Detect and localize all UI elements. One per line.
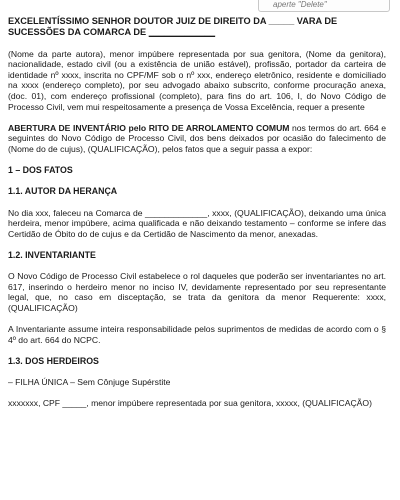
opening-request-paragraph bbox=[8, 123, 386, 155]
delete-hint-tooltip: aperte "Delete" bbox=[258, 0, 390, 12]
administrator-paragraph: O Novo Código de Processo Civil estabelece o rol daqueles que poderão ser inventariantes no art. 617, inserindo o herdeiro menor no inciso IV, devidamente representado por seu representante legal, que, no caso em disceptação, se trata da genitora da menor Requerente: xxxx, (QUALIFICAÇÃO) bbox=[8, 271, 386, 313]
party-qualification-paragraph: (Nome da parte autora), menor impúbere representada por sua genitora, (Nome da genitora), nacionalidade, estado civil (ou a existência de união estável), profissão, portador da carteira de identidade nº xxxx, inscrita no CPF/MF sob o nº xxx, endereço eletrônico, residente e domiciliado na xxxx (endereço completo), por seu advogado abaixo subscrito, conforme procuração anexa, (doc. 01), com endereço profissional (completo), para fins do art. 106, I, do Novo Código de Processo Civil, vem mui respeitosamente a presença de Vossa Excelência, requer a presente bbox=[8, 48, 386, 112]
court-address-heading bbox=[8, 16, 386, 38]
opening-request-text: nos termos do art. 664 e seguintes do Novo Código de Processo Civil, dos bens deixados por ocasião do falecimento de (Nome do de cujus), (QUALIFICAÇÃO), pelos fatos que a seguir passa a expor: bbox=[8, 122, 386, 154]
heading-comarca-blank: _____________ bbox=[148, 27, 216, 37]
administrator-responsibility-paragraph: A Inventariante assume inteira responsabilidade pelos suprimentos de medidas de acordo com o § 4º do art. 664 do NCPC. bbox=[8, 324, 386, 345]
section-deceased-heading: 1.1. AUTOR DA HERANÇA bbox=[8, 186, 118, 197]
section-facts-heading: 1 – DOS FATOS bbox=[8, 165, 73, 176]
section-heirs-heading: 1.3. DOS HERDEIROS bbox=[8, 355, 99, 366]
deceased-paragraph: No dia xxx, faleceu na Comarca de _____________, xxxx, (QUALIFICAÇÃO), deixando uma única herdeira, menor impúbere, acima qualificada e não deixando testamento – conforme se infere das Certidão de Óbito do de cujus e da Certidão de Nascimento da menor, anexadas. bbox=[8, 207, 386, 239]
rite-title: ABERTURA DE INVENTÁRIO pelo RITO DE ARROLAMENTO COMUM bbox=[8, 122, 290, 133]
heir-qualification-paragraph: xxxxxxx, CPF _____, menor impúbere representada por sua genitora, xxxxx, (QUALIFICAÇÃO) bbox=[8, 398, 372, 409]
heading-line-1: EXCELENTÍSSIMO SENHOR DOUTOR JUIZ DE DIREITO DA _____ VARA DE bbox=[8, 16, 338, 26]
heir-type-line: – FILHA ÚNICA – Sem Cônjuge Supérstite bbox=[8, 377, 171, 387]
petition-document bbox=[8, 16, 386, 409]
heading-line-2: SUCESSÕES DA COMARCA DE bbox=[8, 27, 149, 37]
section-administrator-heading: 1.2. INVENTARIANTE bbox=[8, 249, 96, 260]
